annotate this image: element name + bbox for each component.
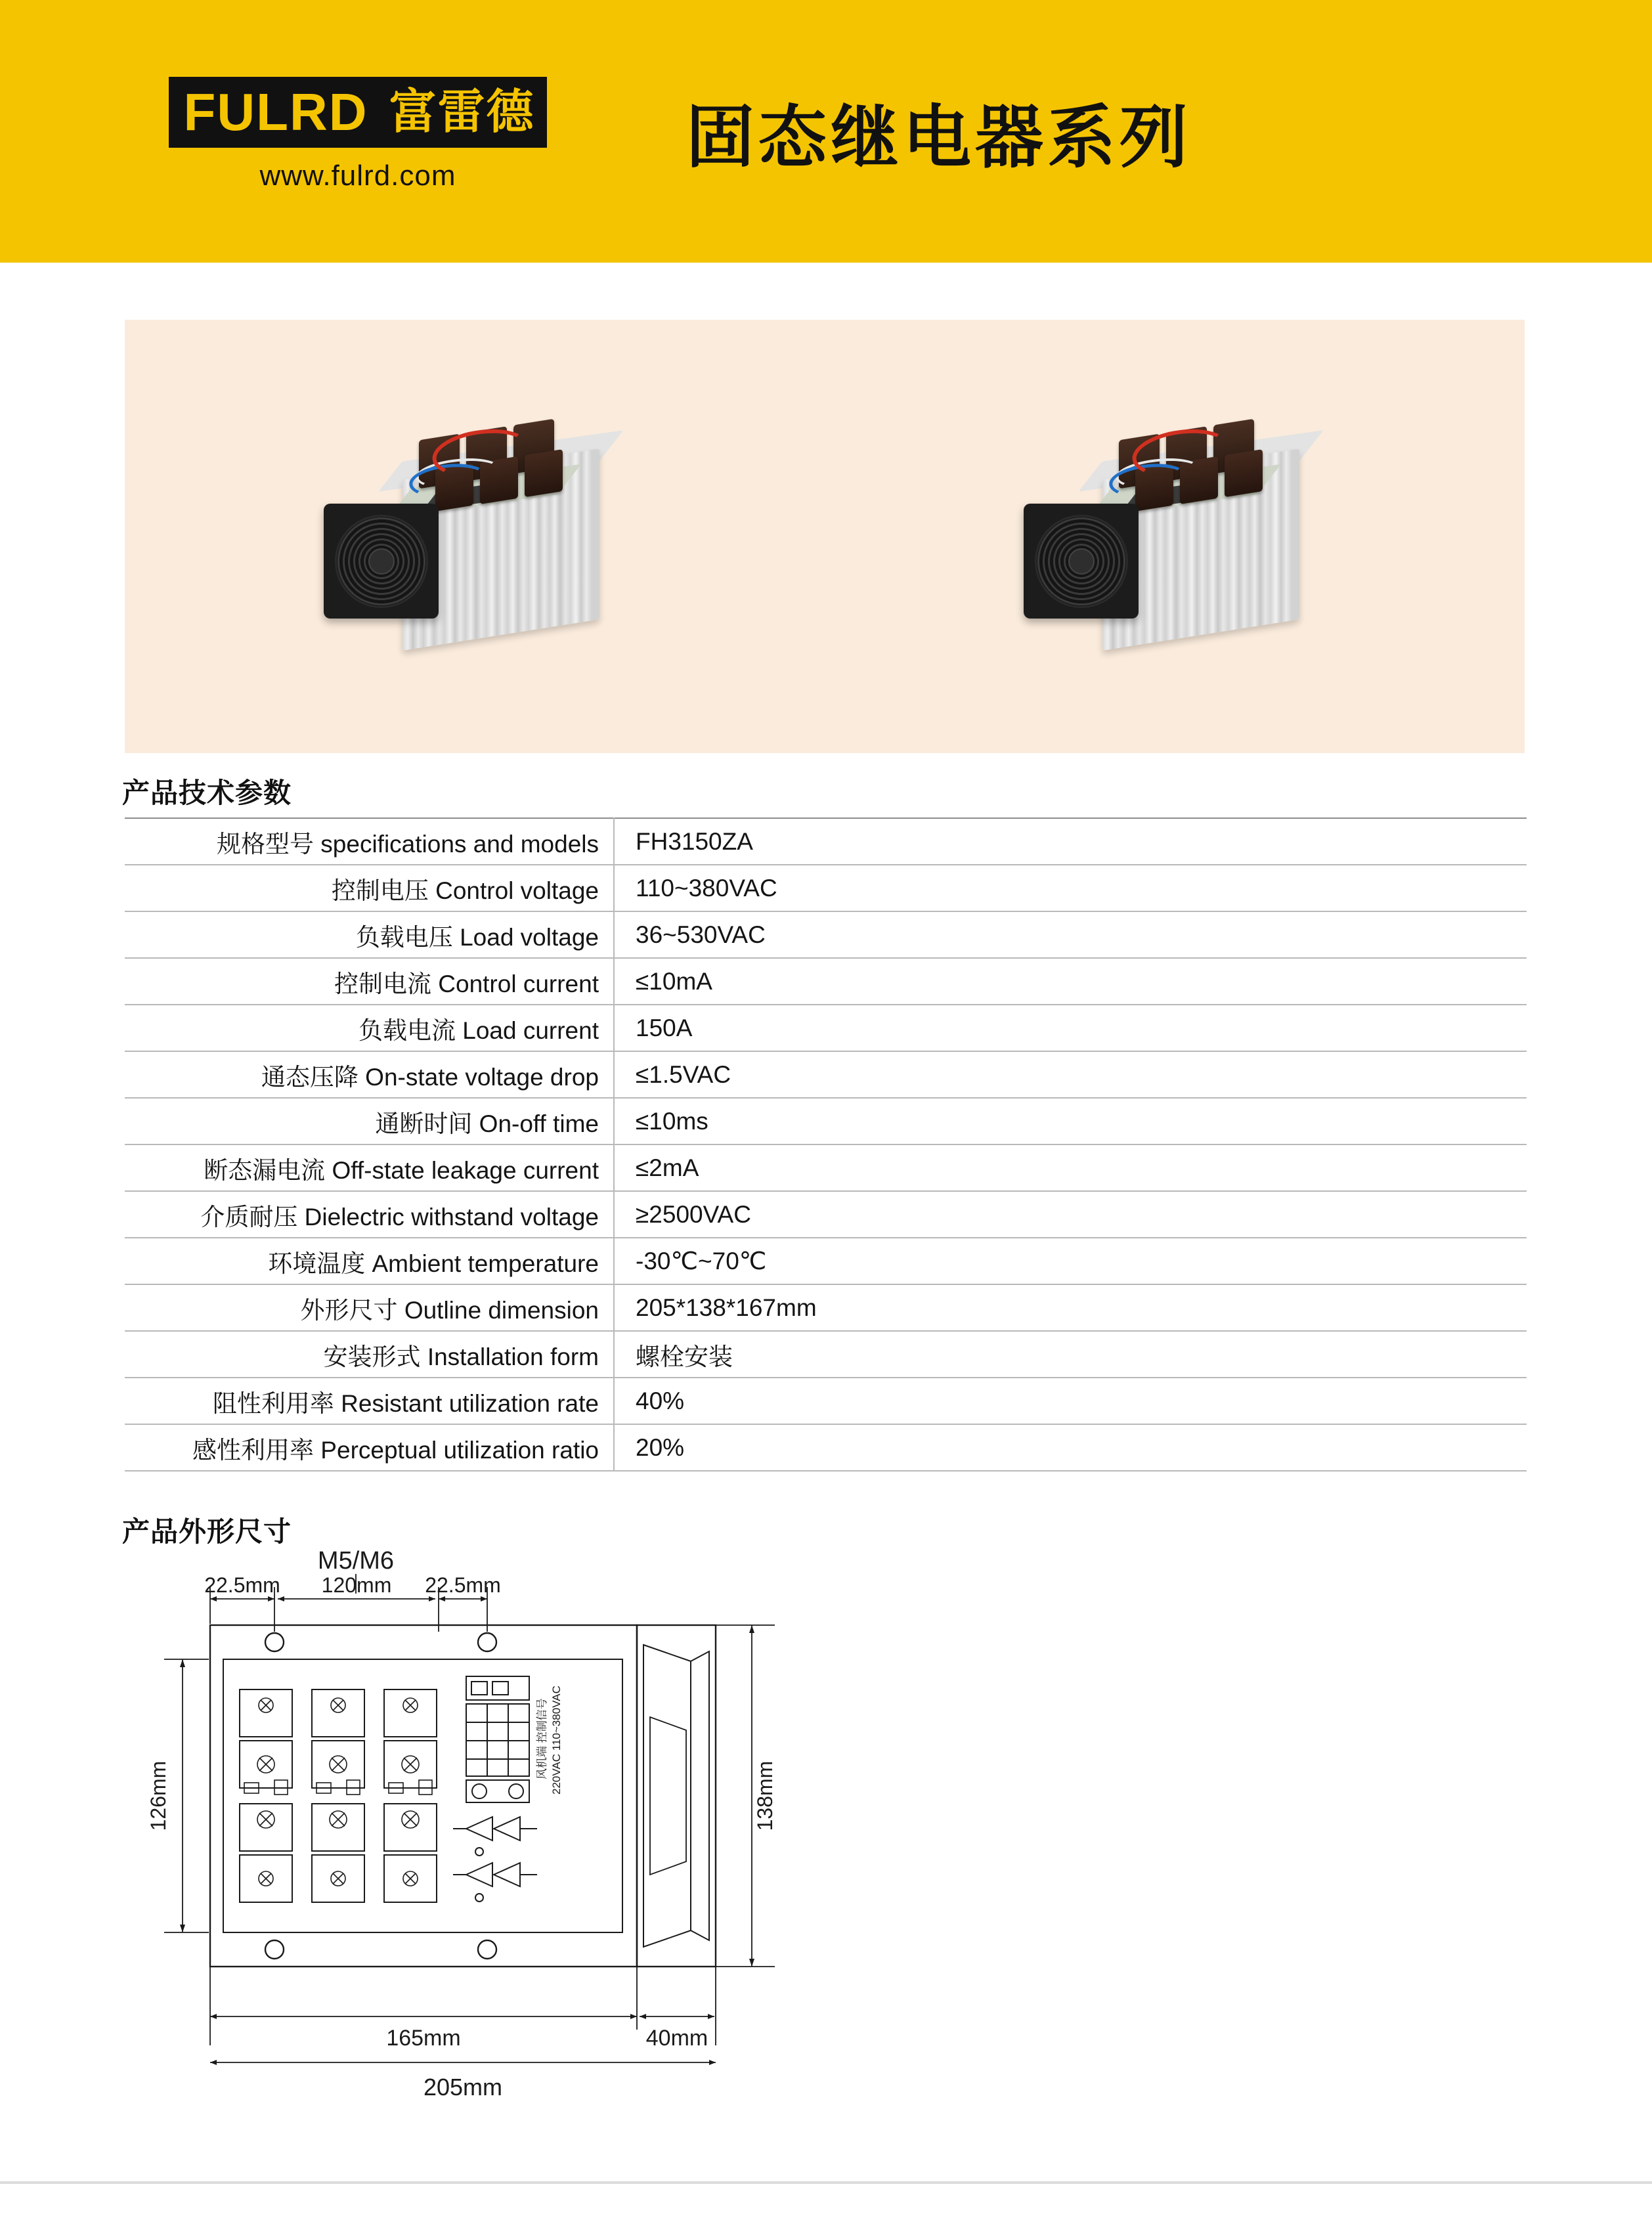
fan-hub (1068, 548, 1095, 575)
logo-chinese-text: 富雷德 (383, 77, 547, 148)
spec-value: 205*138*167mm (614, 1284, 1527, 1331)
spec-label: 规格型号 specifications and models (125, 818, 614, 865)
spec-label: 负载电压 Load voltage (125, 911, 614, 958)
spec-label: 断态漏电流 Off-state leakage current (125, 1144, 614, 1191)
board-label-line2: 220VAC 110~380VAC (550, 1686, 563, 1795)
table-row (125, 865, 1527, 911)
brand-logo (141, 70, 575, 192)
spec-value: ≥2500VAC (614, 1191, 1527, 1238)
spec-value: FH3150ZA (614, 818, 1527, 865)
spec-label: 通态压降 On-state voltage drop (125, 1051, 614, 1098)
spec-value: 40% (614, 1378, 1527, 1424)
dim-top-left: 22.5mm (204, 1573, 280, 1597)
header-content (0, 70, 1652, 192)
page-title: 固态继电器系列 (686, 100, 1192, 176)
table-row (125, 1331, 1527, 1378)
dim-right-height: 138mm (753, 1760, 777, 1831)
cooling-fan (324, 504, 439, 619)
dimension-section-title: 产品外形尺寸 (122, 1516, 292, 1547)
product-image-right (1004, 399, 1345, 674)
table-row (125, 1424, 1527, 1471)
table-row (125, 1051, 1527, 1098)
product-image-left (304, 399, 645, 674)
spec-label: 环境温度 Ambient temperature (125, 1238, 614, 1284)
spec-value: ≤10ms (614, 1098, 1527, 1144)
product-photo-pair (125, 320, 1525, 753)
spec-label: 外形尺寸 Outline dimension (125, 1284, 614, 1331)
dim-top-center: 120mm (321, 1573, 392, 1597)
spec-value: ≤1.5VAC (614, 1051, 1527, 1098)
table-row (125, 1098, 1527, 1144)
table-row (125, 1238, 1527, 1284)
spec-table (125, 817, 1527, 1471)
logo-lockup (169, 77, 546, 148)
spec-label: 介质耐压 Dielectric withstand voltage (125, 1191, 614, 1238)
board-label-line1: 风机端 控制信号 (536, 1698, 548, 1779)
dim-screw-label: M5/M6 (317, 1547, 395, 1575)
dim-left-height: 126mm (146, 1760, 170, 1831)
dim-bottom-fan: 40mm (645, 2026, 708, 2051)
spec-value: 20% (614, 1424, 1527, 1471)
spec-table-body (125, 818, 1527, 1471)
table-row (125, 1005, 1527, 1051)
dim-top-right: 22.5mm (425, 1573, 501, 1597)
fan-blades (335, 515, 428, 608)
spec-value: 110~380VAC (614, 865, 1527, 911)
cooling-fan (1024, 504, 1139, 619)
table-row (125, 1284, 1527, 1331)
spec-label: 控制电流 Control current (125, 958, 614, 1005)
spec-section-title: 产品技术参数 (122, 777, 292, 808)
logo-latin-text: FULRD (169, 77, 382, 148)
table-row (125, 1144, 1527, 1191)
fan-blades (1035, 515, 1128, 608)
footer-divider (0, 2181, 1652, 2184)
spec-value: 150A (614, 1005, 1527, 1051)
spec-value: 36~530VAC (614, 911, 1527, 958)
dim-bottom-body: 165mm (386, 2026, 461, 2051)
spec-label: 控制电压 Control voltage (125, 865, 614, 911)
relay-module (525, 449, 563, 497)
spec-value: -30℃~70℃ (614, 1238, 1527, 1284)
spec-value: ≤2mA (614, 1144, 1527, 1191)
table-row (125, 911, 1527, 958)
relay-module (1225, 449, 1263, 497)
dim-bottom-total: 205mm (423, 2074, 503, 2101)
page-header (0, 0, 1652, 263)
dimension-drawing (125, 1546, 913, 2137)
table-row (125, 958, 1527, 1005)
spec-value: ≤10mA (614, 958, 1527, 1005)
table-row (125, 818, 1527, 865)
table-row (125, 1378, 1527, 1424)
spec-value: 螺栓安装 (614, 1331, 1527, 1378)
product-photo-band (125, 320, 1525, 753)
spec-label: 阻性利用率 Resistant utilization rate (125, 1378, 614, 1424)
spec-label: 感性利用率 Perceptual utilization ratio (125, 1424, 614, 1471)
spec-label: 通断时间 On-off time (125, 1098, 614, 1144)
website-url: www.fulrd.com (259, 160, 456, 192)
spec-label: 负载电流 Load current (125, 1005, 614, 1051)
table-row (125, 1191, 1527, 1238)
spec-label: 安装形式 Installation form (125, 1331, 614, 1378)
fan-hub (368, 548, 395, 575)
